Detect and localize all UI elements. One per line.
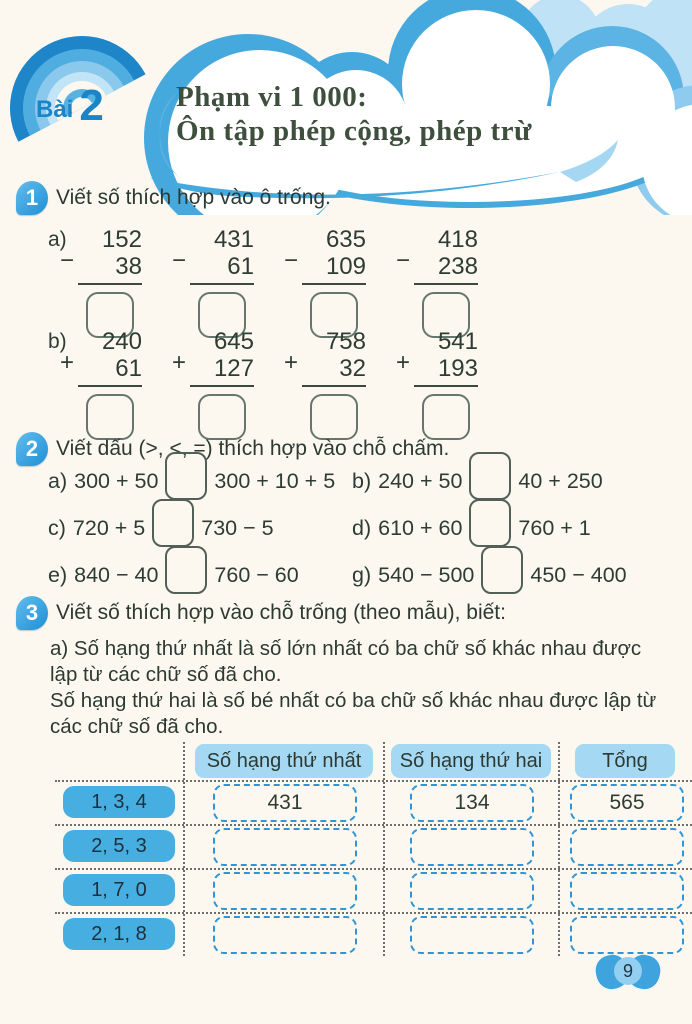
subtraction-problem — [284, 226, 366, 338]
digits-pill: 2, 1, 8 — [63, 918, 175, 950]
sum-cell[interactable]: 565 — [570, 784, 684, 822]
addend-1: 541 — [437, 328, 478, 355]
minus-sign: − — [284, 247, 299, 274]
comparison-box[interactable] — [481, 546, 523, 594]
comparison-box[interactable] — [469, 499, 511, 547]
table-vline — [183, 742, 185, 956]
answer-rule — [78, 385, 142, 387]
left-expression: 840 − 40 — [74, 562, 159, 587]
right-expression: 760 − 60 — [214, 562, 299, 587]
answer-rule — [414, 385, 478, 387]
minuend: 431 — [213, 226, 254, 253]
exercise3-badge: 3 — [16, 596, 48, 630]
sum-cell[interactable] — [570, 828, 684, 866]
comparison-box[interactable] — [469, 452, 511, 500]
plus-sign: + — [172, 349, 187, 376]
table-hline — [55, 868, 692, 870]
page-title-line2: Ôn tập phép cộng, phép trừ — [176, 115, 532, 147]
table-hline — [55, 824, 692, 826]
left-expression: 720 + 5 — [72, 515, 146, 540]
answer-rule — [414, 283, 478, 285]
table-vline — [383, 742, 385, 956]
exercise2-prompt: Viết dấu (>, <, =) thích hợp vào chỗ chấm. — [56, 437, 450, 460]
subtrahend: 238 — [437, 253, 478, 280]
exercise2-badge: 2 — [16, 432, 48, 466]
subtraction-problem — [396, 226, 478, 338]
exercise1-badge: 1 — [16, 181, 48, 215]
comparison-box[interactable] — [165, 452, 207, 500]
lesson-badge — [36, 81, 104, 130]
addend-2: 32 — [339, 355, 366, 382]
item-label: g) — [352, 562, 372, 587]
subtrahend: 61 — [227, 253, 254, 280]
left-expression: 540 − 500 — [378, 562, 475, 587]
right-expression: 450 − 400 — [530, 562, 627, 587]
answer-rule — [190, 385, 254, 387]
minuend: 152 — [101, 226, 142, 253]
digits-pill: 2, 5, 3 — [63, 830, 175, 862]
page-title — [176, 80, 532, 148]
exercise3-prompt: Viết số thích hợp vào chỗ trống (theo mẫu), biết: — [56, 601, 506, 624]
table-header-second-addend: Số hạng thứ hai — [391, 744, 551, 778]
right-expression: 760 + 1 — [518, 515, 591, 540]
sum-table — [55, 742, 692, 956]
addition-problem — [396, 328, 478, 440]
table-hline — [55, 912, 692, 914]
table-header-first-addend: Số hạng thứ nhất — [195, 744, 373, 778]
minus-sign: − — [60, 247, 75, 274]
answer-box[interactable] — [422, 394, 470, 440]
addition-problem — [284, 328, 366, 440]
left-expression: 300 + 50 — [74, 468, 159, 493]
comparison-item — [352, 504, 591, 552]
minus-sign: − — [396, 247, 411, 274]
page-number: 9 — [614, 957, 642, 985]
first-addend-cell[interactable] — [213, 916, 357, 954]
digits-pill: 1, 7, 0 — [63, 874, 175, 906]
answer-box[interactable] — [86, 394, 134, 440]
left-expression: 240 + 50 — [378, 468, 463, 493]
exercise3-note-b: Số hạng thứ hai là số bé nhất có ba chữ số khác nhau được lập từ các chữ số đã cho. — [50, 689, 657, 738]
comparison-item — [48, 504, 274, 552]
addition-problem — [60, 328, 142, 440]
minus-sign: − — [172, 247, 187, 274]
addend-1: 758 — [325, 328, 366, 355]
answer-rule — [190, 283, 254, 285]
subtrahend: 109 — [325, 253, 366, 280]
item-label: e) — [48, 562, 68, 587]
first-addend-cell[interactable]: 431 — [213, 784, 357, 822]
lesson-label: Bài — [36, 96, 74, 123]
right-expression: 300 + 10 + 5 — [214, 468, 336, 493]
plus-sign: + — [60, 349, 75, 376]
exercise1-row-b-label: b) — [48, 330, 67, 353]
answer-rule — [302, 283, 366, 285]
second-addend-cell[interactable] — [410, 828, 534, 866]
comparison-box[interactable] — [152, 499, 194, 547]
addition-problem — [172, 328, 254, 440]
item-label: c) — [48, 515, 66, 540]
answer-rule — [302, 385, 366, 387]
first-addend-cell[interactable] — [213, 828, 357, 866]
addend-2: 193 — [437, 355, 478, 382]
item-label: a) — [48, 468, 68, 493]
item-label: b) — [352, 468, 372, 493]
plus-sign: + — [284, 349, 299, 376]
comparison-item — [352, 457, 603, 505]
addend-2: 61 — [115, 355, 142, 382]
answer-box[interactable] — [310, 394, 358, 440]
left-expression: 610 + 60 — [378, 515, 463, 540]
table-vline — [558, 742, 560, 956]
exercise1-prompt: Viết số thích hợp vào ô trống. — [56, 186, 331, 209]
right-expression: 40 + 250 — [518, 468, 603, 493]
item-label: d) — [352, 515, 372, 540]
sum-cell[interactable] — [570, 872, 684, 910]
exercise1-row-a-label: a) — [48, 228, 67, 251]
answer-rule — [78, 283, 142, 285]
comparison-box[interactable] — [165, 546, 207, 594]
first-addend-cell[interactable] — [213, 872, 357, 910]
comparison-item — [352, 551, 627, 599]
addend-2: 127 — [213, 355, 254, 382]
right-expression: 730 − 5 — [201, 515, 274, 540]
minuend: 635 — [325, 226, 366, 253]
second-addend-cell[interactable]: 134 — [410, 784, 534, 822]
second-addend-cell[interactable] — [410, 872, 534, 910]
lesson-number: 2 — [79, 81, 104, 130]
addend-1: 645 — [213, 328, 254, 355]
subtraction-problem — [60, 226, 142, 338]
digits-pill: 1, 3, 4 — [63, 786, 175, 818]
subtrahend: 38 — [115, 253, 142, 280]
answer-box[interactable] — [198, 394, 246, 440]
exercise3-note-a: a) Số hạng thứ nhất là số lớn nhất có ba chữ số khác nhau được lập từ các chữ số đã cho. — [50, 637, 642, 686]
page-title-line1: Phạm vi 1 000: — [176, 81, 368, 113]
plus-sign: + — [396, 349, 411, 376]
page-number-bow — [596, 948, 660, 996]
minuend: 418 — [437, 226, 478, 253]
second-addend-cell[interactable] — [410, 916, 534, 954]
table-hline — [55, 780, 692, 782]
subtraction-problem — [172, 226, 254, 338]
table-header-sum: Tổng — [575, 744, 675, 778]
comparison-item — [48, 457, 335, 505]
addend-1: 240 — [101, 328, 142, 355]
comparison-item — [48, 551, 299, 599]
